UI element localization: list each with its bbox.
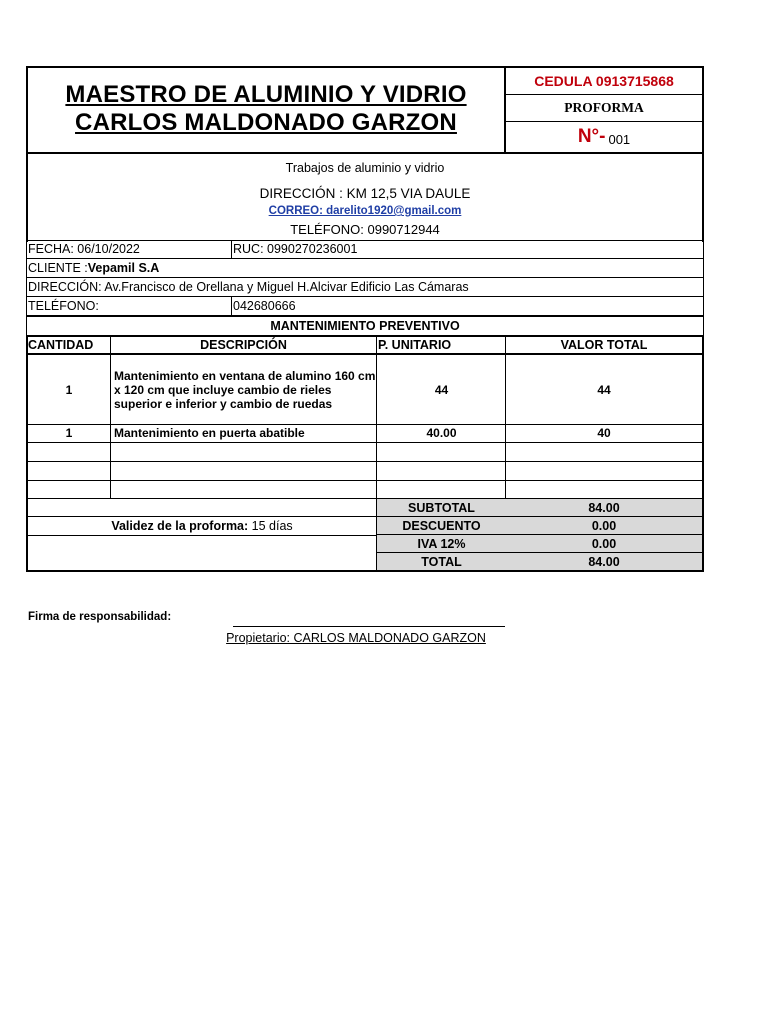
client-name: Vepamil S.A: [87, 260, 160, 275]
proforma-number: [506, 122, 702, 152]
ruc-field: RUC: 0990270236001: [233, 242, 358, 256]
client-address-field: DIRECCIÓN: Av.Francisco de Orellana y Miguel H.Alcivar Edificio Las Cámaras: [28, 279, 469, 294]
validity-bottom-line: [26, 535, 377, 536]
validity-field: [28, 517, 376, 535]
table-right-border: [702, 335, 704, 572]
signature-owner: Propietario: CARLOS MALDONADO GARZON: [226, 631, 486, 645]
row-1-unit-price: 44: [434, 382, 449, 397]
client-divider-2: [231, 296, 232, 315]
header-cantidad: CANTIDAD: [28, 337, 94, 352]
business-subtitle: Trabajos de aluminio y vidrio: [285, 161, 445, 175]
client-field: [28, 258, 702, 277]
number-prefix: N°-: [577, 126, 606, 147]
validity-label: Validez de la proforma:: [111, 519, 249, 533]
row-line-2: [26, 442, 704, 443]
row-2-qty: 1: [65, 426, 73, 440]
signature-label: Firma de responsabilidad:: [28, 611, 172, 623]
header-valor-total: VALOR TOTAL: [560, 337, 648, 352]
signature-line: [233, 626, 505, 627]
business-phone: TELÉFONO: 0990712944: [290, 222, 440, 237]
row-1-total: 44: [597, 382, 611, 397]
business-address: DIRECCIÓN : KM 12,5 VIA DAULE: [259, 185, 471, 201]
table-bottom-border: [26, 570, 704, 572]
business-title-line1: MAESTRO DE ALUMINIO Y VIDRIO: [65, 81, 467, 108]
header-p-unitario: P. UNITARIO: [378, 337, 452, 352]
client-label: CLIENTE :: [28, 260, 88, 275]
number-value: 001: [608, 131, 631, 147]
row-line-3: [26, 461, 704, 462]
business-title-line2: CARLOS MALDONADO GARZON: [75, 109, 457, 136]
subtotal-label: SUBTOTAL: [408, 500, 475, 515]
row-2-unit-price: 40.00: [426, 426, 457, 440]
client-left-border: [26, 240, 27, 337]
row-line-4: [26, 480, 704, 481]
row-2-total: 40: [597, 426, 611, 440]
client-divider-1: [231, 240, 232, 258]
header-descripcion: DESCRIPCIÓN: [200, 337, 287, 352]
row-1-description: Mantenimiento en ventana de alumino 160 cm x 120 cm que incluye cambio de rieles superior e inferior y cambio de ruedas: [114, 368, 376, 411]
business-email-link[interactable]: CORREO: darelito1920@gmail.com: [268, 205, 462, 217]
discount-label: DESCUENTO: [402, 518, 481, 533]
total-label: TOTAL: [421, 554, 462, 569]
total-value: 84.00: [588, 554, 620, 569]
header-bottom-border: [26, 152, 704, 154]
date-field: FECHA: 06/10/2022: [28, 242, 140, 256]
discount-value: 0.00: [591, 518, 617, 533]
row-1-qty: 1: [65, 382, 73, 397]
cedula-label: CEDULA 0913715868: [534, 73, 674, 89]
border-right-header: [702, 66, 704, 242]
client-right-border: [703, 240, 704, 337]
subtotal-value: 84.00: [588, 500, 620, 515]
validity-value: 15 días: [248, 519, 293, 533]
iva-value: 0.00: [591, 536, 617, 551]
client-phone-label: TELÉFONO:: [28, 298, 99, 313]
iva-label: IVA 12%: [417, 536, 466, 551]
row-2-description: Mantenimiento en puerta abatible: [114, 426, 305, 440]
doc-type: PROFORMA: [564, 100, 644, 115]
client-phone-value: 042680666: [233, 298, 296, 313]
section-title: MANTENIMIENTO PREVENTIVO: [270, 319, 460, 333]
